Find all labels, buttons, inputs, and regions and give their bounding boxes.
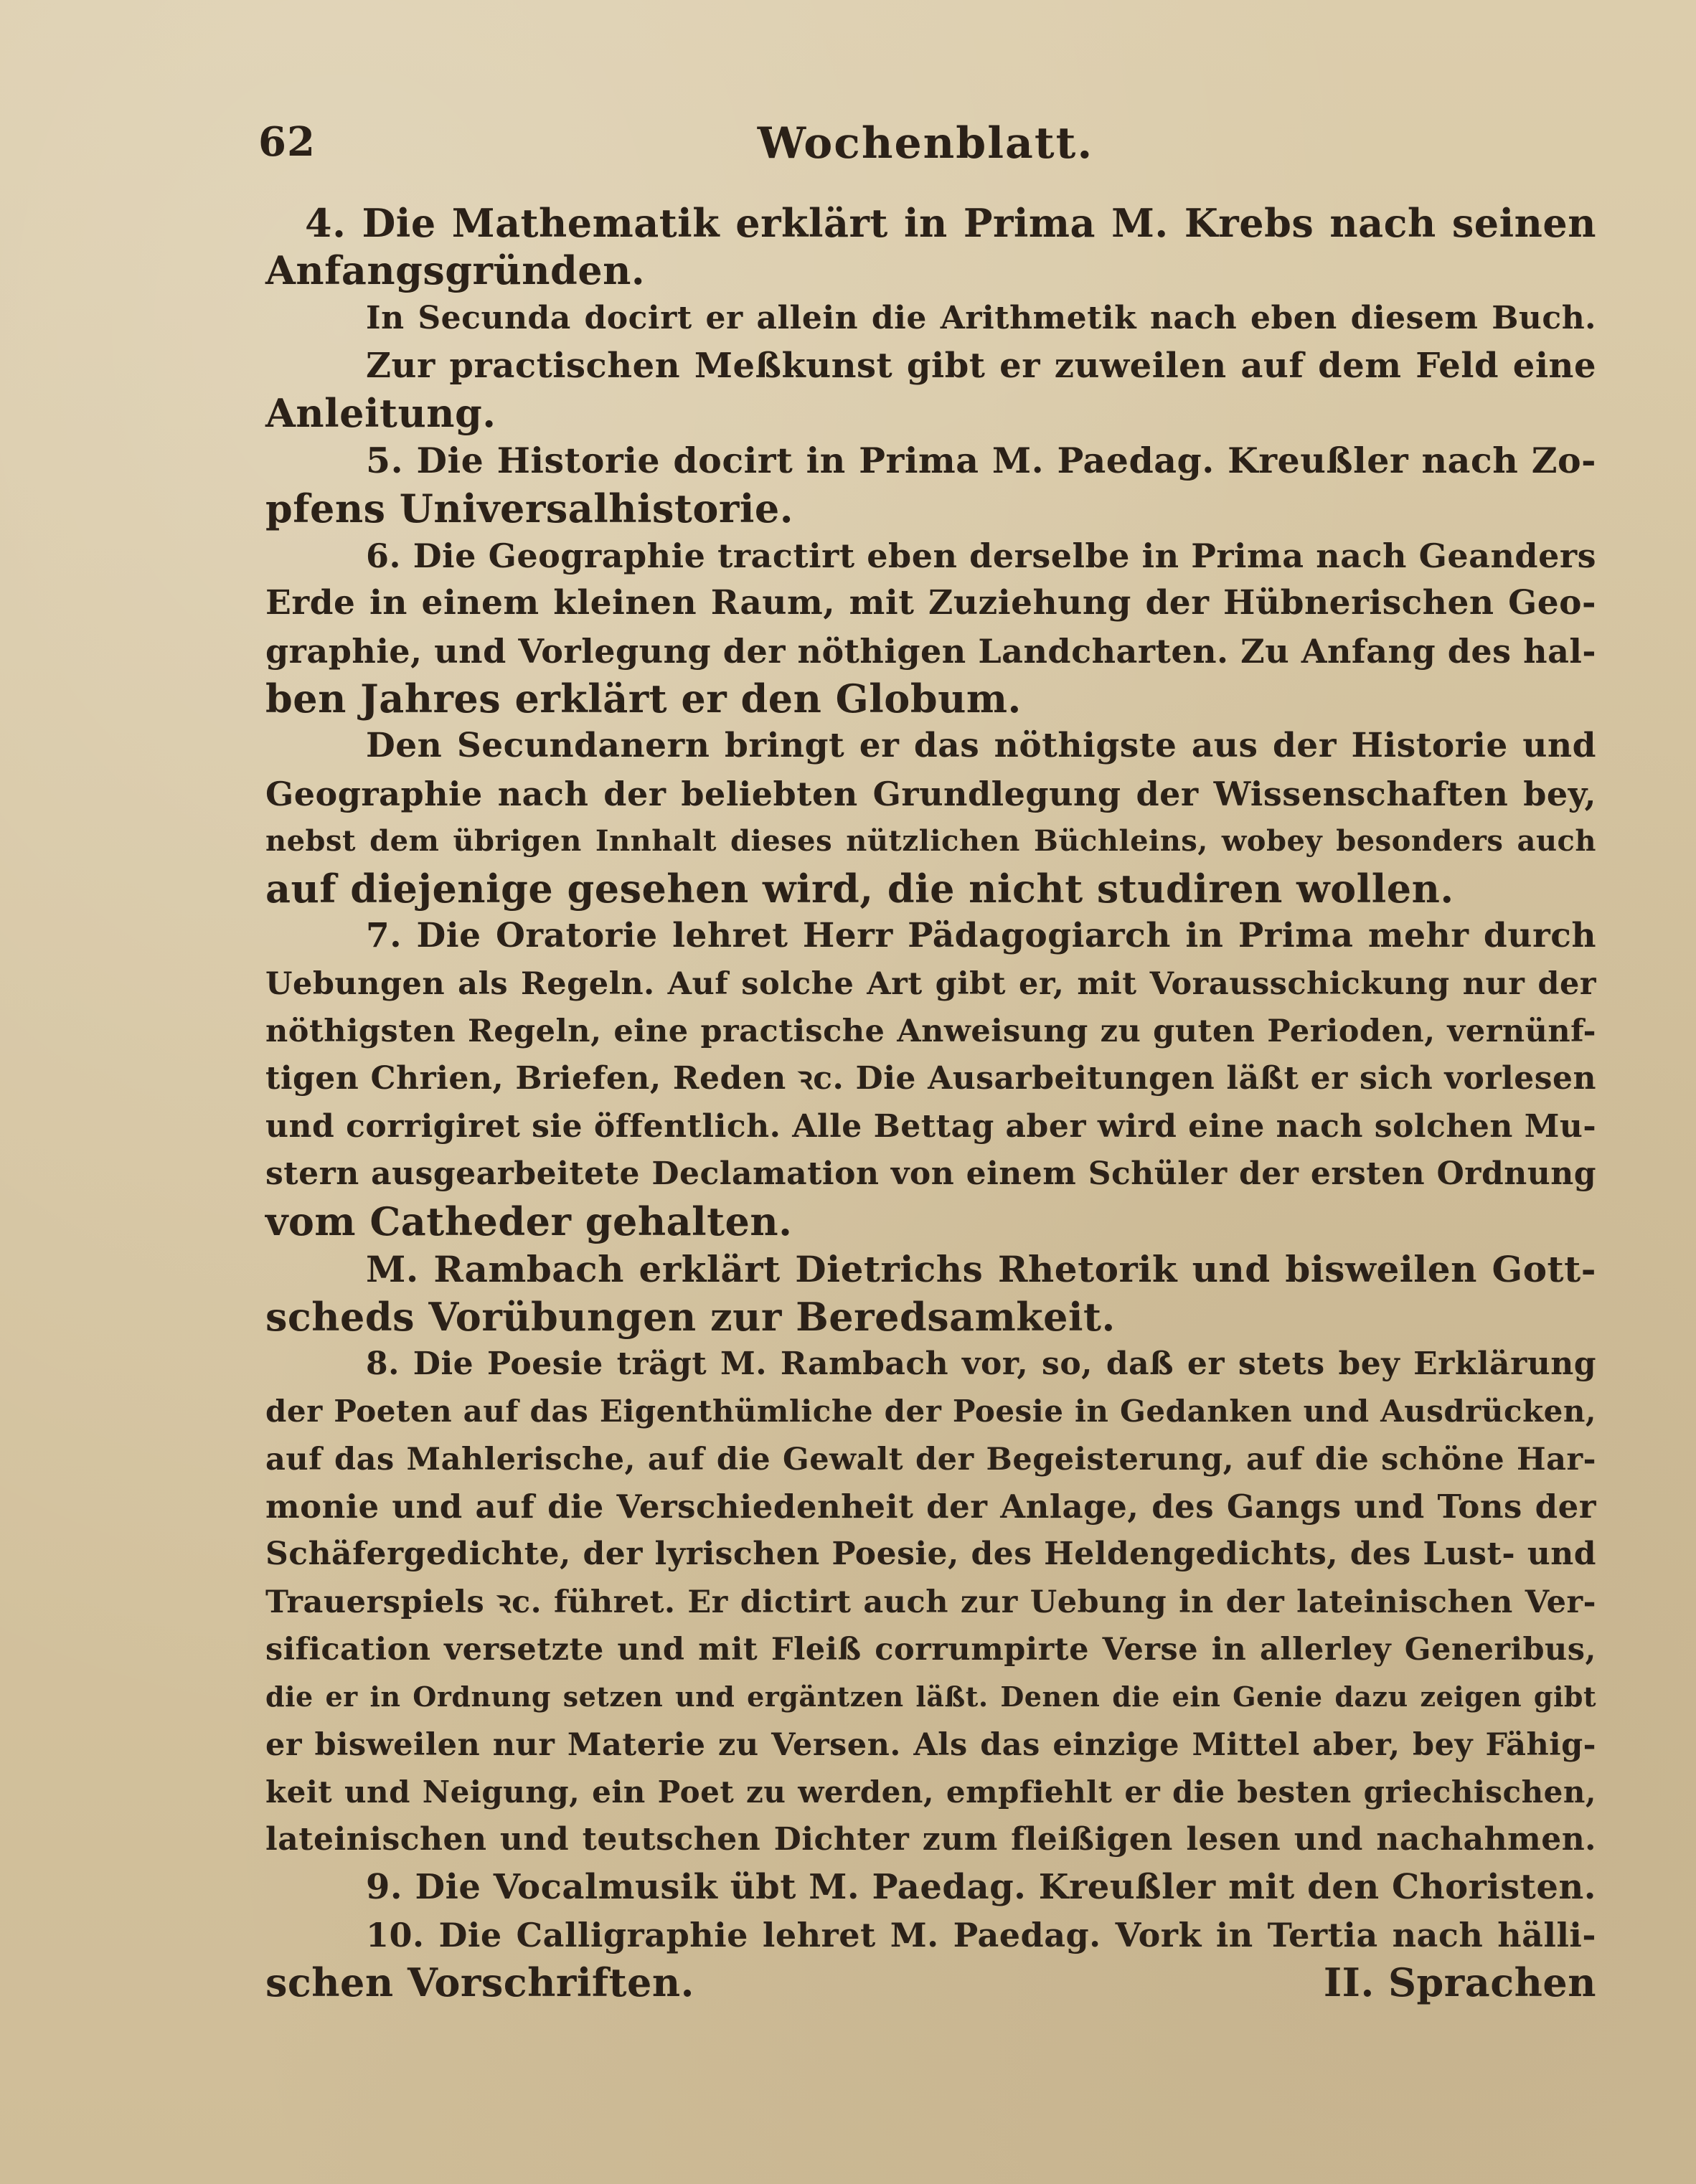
text-line: er bisweilen nur Materie zu Versen. Als das einzige Mittel aber, bey Fähig- — [265, 1726, 1596, 1763]
text-line: pfens Universalhistorie. — [265, 485, 794, 531]
text-line: auf diejenige gesehen wird, die nicht studiren wollen. — [265, 866, 1454, 912]
text-line: Erde in einem kleinen Raum, mit Zuziehung der Hübnerischen Geo- — [265, 583, 1596, 623]
text-line: Schäfergedichte, der lyrischen Poesie, des Heldengedichts, des Lust- und — [265, 1536, 1596, 1573]
text-line: Anleitung. — [265, 390, 496, 437]
text-line: Zur practischen Meßkunst gibt er zuweilen auf dem Feld eine — [366, 345, 1596, 386]
text-line: und corrigiret sie öffentlich. Alle Bettag aber wird eine nach solchen Mu- — [265, 1107, 1597, 1145]
text-line: die er in Ordnung setzen und ergäntzen läßt. Denen die ein Genie dazu zeigen gibt — [265, 1680, 1596, 1713]
text-line-with-catchword — [265, 1959, 1596, 2006]
text-line: 4. Die Mathematik erklärt in Prima M. Krebs nach seinen — [305, 200, 1596, 246]
text-line: 9. Die Vocalmusik übt M. Paedag. Kreußler mit den Choristen. — [366, 1867, 1596, 1908]
text-line: lateinischen und teutschen Dichter zum fleißigen lesen und nachahmen. — [265, 1821, 1596, 1858]
text-line: 7. Die Oratorie lehret Herr Pädagogiarch in Prima mehr durch — [366, 916, 1596, 956]
catchword: II. Sprachen — [1323, 1959, 1596, 2005]
text-line: sification versetzte und mit Fleiß corrumpirte Verse in allerley Generibus, — [265, 1631, 1596, 1668]
text-line: auf das Mahlerische, auf die Gewalt der Begeisterung, auf die schöne Har- — [265, 1441, 1596, 1478]
body-text — [265, 199, 1596, 2006]
text-line: graphie, und Vorlegung der nöthigen Landcharten. Zu Anfang des hal- — [265, 631, 1596, 671]
text-line: keit und Neigung, ein Poet zu werden, empfiehlt er die besten griechischen, — [265, 1774, 1596, 1810]
text-line: Uebungen als Regeln. Auf solche Art gibt er, mit Vorausschickung nur der — [265, 965, 1596, 1002]
text-line: 10. Die Calligraphie lehret M. Paedag. Vork in Tertia nach hälli- — [366, 1915, 1596, 1954]
text-line: Geographie nach der beliebten Grundlegung der Wissenschaften bey, — [265, 774, 1596, 813]
text-line: monie und auf die Verschiedenheit der Anlage, des Gangs und Tons der — [265, 1488, 1596, 1526]
text-line: 5. Die Historie docirt in Prima M. Paedag. Kreußler nach Zo- — [366, 440, 1596, 482]
text-line: schen Vorschriften. — [265, 1959, 694, 2005]
text-line: ben Jahres erklärt er den Globum. — [265, 675, 1022, 722]
page-number: 62 — [258, 118, 316, 166]
text-line: Anfangsgründen. — [265, 247, 646, 294]
text-line: nebst dem übrigen Innhalt dieses nützlichen Büchleins, wobey besonders auch — [265, 823, 1596, 858]
text-line: nöthigsten Regeln, eine practische Anweisung zu guten Perioden, vernünf- — [265, 1013, 1596, 1050]
text-line: stern ausgearbeitete Declamation von einem Schüler der ersten Ordnung — [265, 1155, 1596, 1192]
text-line: 6. Die Geographie tractirt eben derselbe in Prima nach Geanders — [366, 536, 1596, 576]
text-line: tigen Chrien, Briefen, Reden ꝛc. Die Ausarbeitungen läßt er sich vorlesen — [265, 1060, 1596, 1097]
text-line: scheds Vorübungen zur Beredsamkeit. — [265, 1293, 1116, 1340]
text-line: M. Rambach erklärt Dietrichs Rhetorik und bisweilen Gott- — [366, 1247, 1596, 1290]
page-header — [258, 118, 1593, 176]
text-line: In Secunda docirt er allein die Arithmetik nach eben diesem Buch. — [366, 299, 1596, 336]
text-line: der Poeten auf das Eigenthümliche der Poesie in Gedanken und Ausdrücken, — [265, 1394, 1596, 1429]
running-head: Wochenblatt. — [757, 118, 1094, 169]
text-line: 8. Die Poesie trägt M. Rambach vor, so, daß er stets bey Erklärung — [366, 1346, 1596, 1383]
text-line: Den Secundanern bringt er das nöthigste aus der Historie und — [366, 726, 1596, 766]
text-line: Trauerspiels ꝛc. führet. Er dictirt auch zur Uebung in der lateinischen Ver- — [265, 1584, 1596, 1620]
text-line: vom Catheder gehalten. — [265, 1199, 793, 1245]
